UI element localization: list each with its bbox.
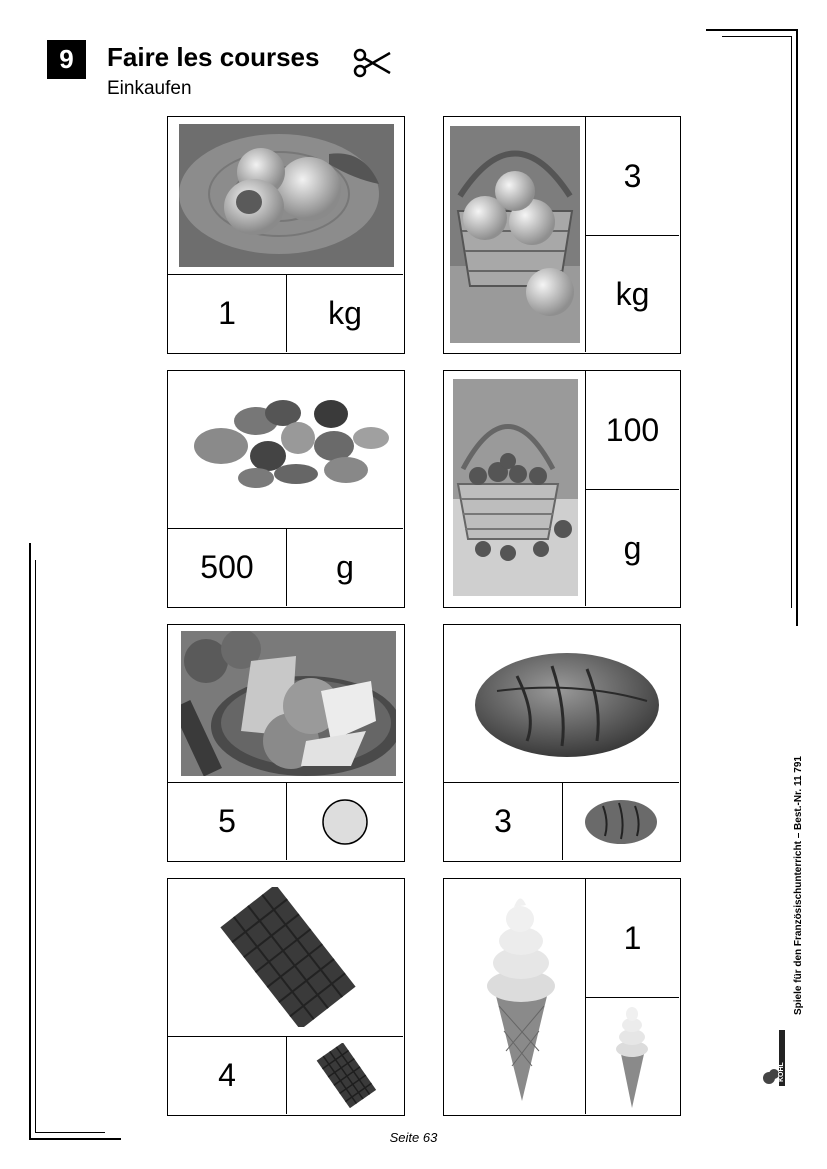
chocolate-bar-icon xyxy=(308,1043,383,1108)
frame-line-right xyxy=(796,29,798,626)
ice-cream-icon xyxy=(615,1004,650,1109)
ice-cream-photo xyxy=(484,891,559,1103)
qty-cell: 5 xyxy=(168,782,286,860)
frame-line-top-right xyxy=(706,29,798,31)
unit-cell xyxy=(286,1036,403,1114)
card-chocolate[interactable] xyxy=(167,878,405,1116)
scissors-icon xyxy=(352,46,392,80)
bread-loaf-icon xyxy=(581,794,661,849)
card-nuts[interactable] xyxy=(167,370,405,608)
qty-cell: 1 xyxy=(168,274,286,352)
unit-cell: g xyxy=(585,489,679,606)
nuts-photo xyxy=(186,386,391,496)
page-number: Seite 63 xyxy=(389,1130,438,1145)
strawberries-photo xyxy=(453,379,578,596)
cheese-sausage-photo xyxy=(181,631,396,776)
card-apples[interactable] xyxy=(443,116,681,354)
unit-cell: kg xyxy=(286,274,403,352)
unit-cell: g xyxy=(286,528,403,606)
card-strawberries[interactable] xyxy=(443,370,681,608)
exercise-number: 9 xyxy=(47,40,86,79)
bread-photo xyxy=(457,641,667,766)
slice-circle-icon xyxy=(320,797,370,847)
apples-photo xyxy=(450,126,580,343)
page-title: Faire les courses xyxy=(107,42,320,72)
frame-line-right-inner xyxy=(791,36,792,608)
card-bread[interactable] xyxy=(443,624,681,862)
frame-line-left xyxy=(29,543,31,1140)
unit-cell: kg xyxy=(585,235,679,352)
qty-cell: 100 xyxy=(585,371,679,489)
svg-text:KOHL: KOHL xyxy=(778,1062,785,1082)
series-reference: Spiele für den Französischunterricht – Best.-Nr. 11 791 xyxy=(793,756,804,1015)
card-apricots[interactable] xyxy=(167,116,405,354)
qty-cell: 3 xyxy=(585,117,679,235)
unit-cell xyxy=(562,782,679,860)
publisher-logo xyxy=(760,1020,788,1090)
qty-cell: 4 xyxy=(168,1036,286,1114)
frame-line-top-right-inner xyxy=(722,36,792,37)
frame-line-left-inner xyxy=(35,560,36,1132)
unit-cell xyxy=(286,782,403,860)
chocolate-photo xyxy=(213,887,363,1027)
qty-cell: 500 xyxy=(168,528,286,606)
qty-cell: 1 xyxy=(585,879,679,997)
card-cheese-sausage[interactable] xyxy=(167,624,405,862)
unit-cell xyxy=(585,997,679,1114)
apricots-photo xyxy=(179,124,394,267)
page-subtitle: Einkaufen xyxy=(107,78,192,99)
qty-cell: 3 xyxy=(444,782,562,860)
card-ice-cream[interactable] xyxy=(443,878,681,1116)
